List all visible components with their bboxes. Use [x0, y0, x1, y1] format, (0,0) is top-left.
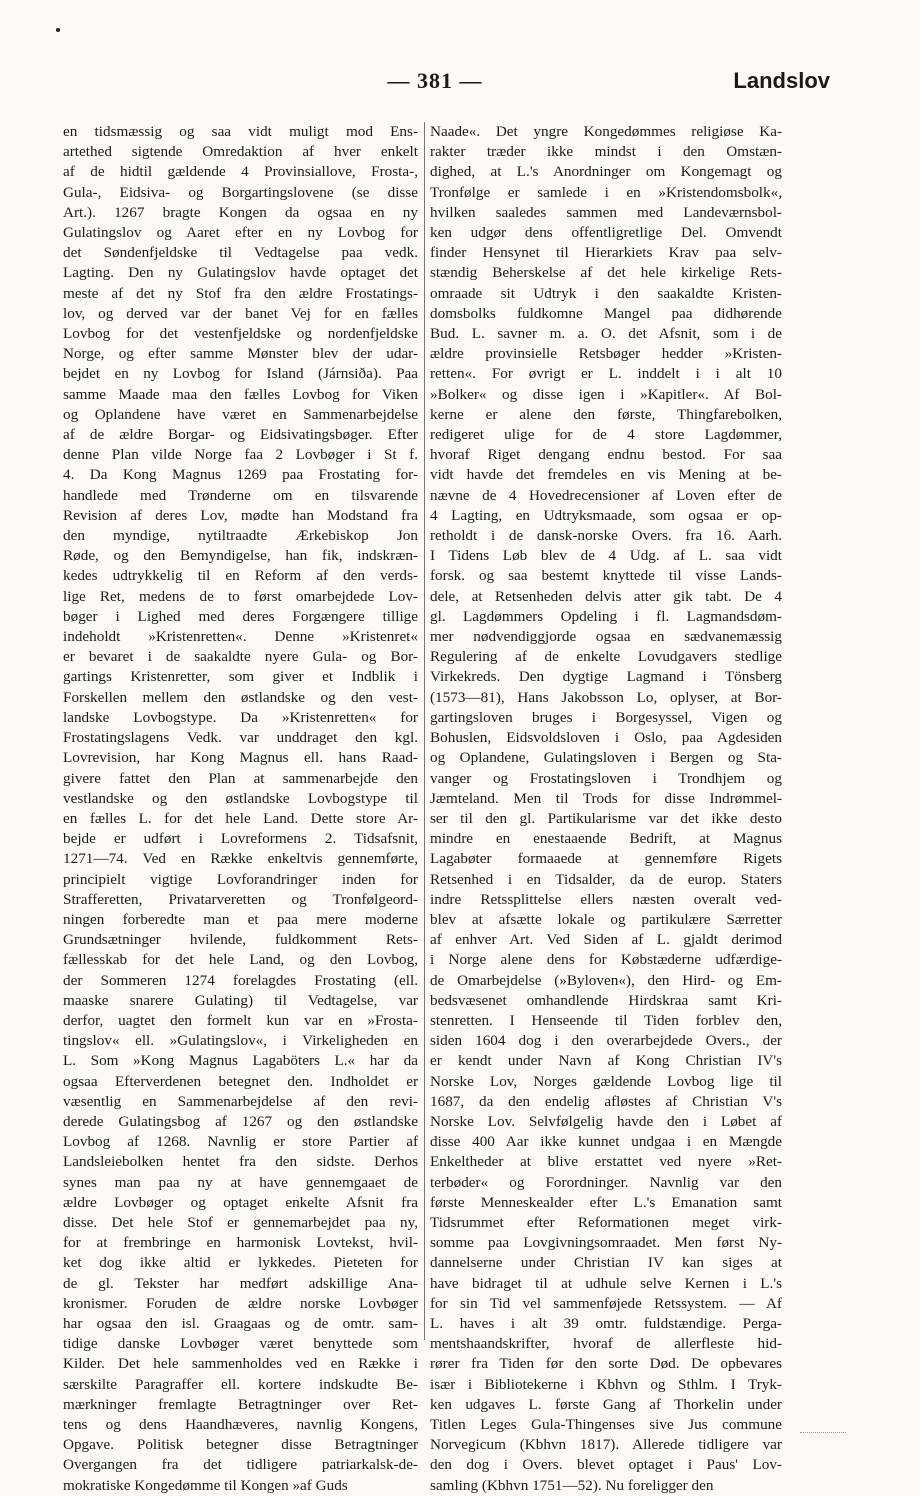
- text-line: landske Lovbogstype. Da »Kristenretten« for: [63, 708, 418, 726]
- text-line: Jæmteland. Men til Trods for disse Indrømmel-: [430, 789, 782, 807]
- text-line: af de hidtil gældende 4 Provinsiallove, Frosta-,: [63, 163, 418, 181]
- text-line: dele, at Retsenheden delvis atter gik tabt. De 4: [430, 587, 782, 605]
- text-line: Opgave. Politisk betegner disse Betragtninger: [63, 1436, 418, 1454]
- text-line: synes man paa ny at have gennemgaaet de: [63, 1173, 418, 1191]
- text-line: ældre Lovbøger og optaget enkelte Afsnit fra: [63, 1193, 418, 1211]
- text-line: i Norge alene dens for Købstæderne udfærdige-: [430, 951, 782, 969]
- text-line: samling (Kbhvn 1751—52). Nu foreligger den: [430, 1476, 714, 1494]
- text-line: bejdet en ny Lovbog for Island (Járnsiða). Paa: [63, 365, 418, 383]
- text-line: Grundsætninger hvilende, fuldkomment Rets-: [63, 931, 418, 949]
- text-line: Bud. L. savner m. a. O. det Afsnit, som i de: [430, 325, 782, 343]
- text-line: 4 Lagting, en Udtryksmaade, som ogsaa er op-: [430, 506, 782, 524]
- text-line: tingslov« ell. »Gulatingslov«, i Virkeligheden en: [63, 1032, 418, 1050]
- text-line: bejde er udført i Lovreformens 2. Tidsafsnit,: [63, 830, 418, 848]
- text-line: Røde, og den Bemyndigelse, han fik, indskræn-: [63, 547, 418, 565]
- text-line: omraade sit Udtryk i den saakaldte Kristen-: [430, 284, 782, 302]
- text-line: Norske Lov. Selvfølgelig havde den i Løbet af: [430, 1112, 782, 1130]
- text-line: gartings Kristenretter, som giver et Indblik i: [63, 668, 418, 686]
- text-line: af de ældre Borgar- og Eidsivatingsbøger. Efter: [63, 426, 418, 444]
- text-line: have bidraget til at udhule selve Kernen i L.'s: [430, 1274, 782, 1292]
- text-line: vestlandske og den østlandske Lovbogstype til: [63, 789, 418, 807]
- text-line: ken udgør dens offentligretlige Del. Omvendt: [430, 224, 782, 242]
- text-line: gl. Lagdømmers Opdeling i fl. Lagmandsdøm-: [430, 607, 782, 625]
- text-line: retten«. For øvrigt er L. inddelt i i alt 10: [430, 365, 782, 383]
- text-line: lov, og derved var der banet Vej for en fælles: [63, 304, 418, 322]
- text-line: Art.). 1267 bragte Kongen da ogsaa en ny: [63, 203, 418, 221]
- text-line: samme Maade maa den fælles Lovbog for Viken: [63, 385, 418, 403]
- text-line: somme paa Lovgivningsomraadet. Men først Ny-: [430, 1234, 782, 1252]
- text-line: det Søndenfjeldske til Vedtagelse paa vedk.: [63, 244, 418, 262]
- text-line: redigeret ulige for de 4 store Lagdømmer,: [430, 426, 782, 444]
- text-line: Retsenhed i en Tidsalder, da de europ. Staters: [430, 870, 782, 888]
- text-line: rakter træder ikke mindst i den Omstæn-: [430, 143, 782, 161]
- text-line: lige Ret, medens de to først omarbejdede Lov-: [63, 587, 418, 605]
- column-divider: [424, 122, 425, 1340]
- text-line: Tidsrummet efter Reformationen meget virk-: [430, 1213, 782, 1231]
- text-line: domsbolks fuldkomne Mangel paa didhørende: [430, 304, 782, 322]
- text-line: dannelserne under Christian IV kan siges at: [430, 1254, 782, 1272]
- text-line: L. haves i alt 39 omtr. fuldstændige. Perga-: [430, 1314, 782, 1332]
- text-line: Virkekreds. Den dygtige Lagmand i Tönsberg: [430, 668, 782, 686]
- text-line: retholdt i de dansk-norske Overs. fra 16. Aarh.: [430, 527, 782, 545]
- text-line: terbøder« og Forordninger. Navnlig var den: [430, 1173, 782, 1191]
- text-line: handlede med Trønderne om en tilsvarende: [63, 486, 418, 504]
- text-line: særskilte Paragraffer ell. kortere indskudte Be-: [63, 1375, 418, 1393]
- text-line: Regulering af de enkelte Lovudgavers stedlige: [430, 648, 782, 666]
- text-line: derede Gulatingsbog af 1267 og den østlandske: [63, 1112, 418, 1130]
- text-line: Enkeltheder at blive erstattet ved nyere »Ret-: [430, 1153, 782, 1171]
- text-line: Titlen Leges Gula-Thingenses sive Jus commune: [430, 1416, 782, 1433]
- text-line: kedes udtrykkelig til en Reform af den verds-: [63, 567, 418, 585]
- text-line: ser til den gl. Partikularisme var det ikke desto: [430, 809, 782, 827]
- text-line: Lagabøter formaaede at gennemføre Rigets: [430, 850, 782, 868]
- text-line: givere fattet den Plan at sammenarbejde den: [63, 769, 418, 787]
- text-line: er bevaret i de saakaldte nyere Gula- og Bor-: [63, 648, 418, 666]
- text-line: vidt havde det fremdeles en vis Mening at be-: [430, 466, 782, 484]
- text-line: finder Hensynet til Hierarkiets Krav paa selv-: [430, 244, 782, 262]
- text-line: Norske Lov, Norges gældende Lovbog lige til: [430, 1072, 782, 1090]
- text-line: bedsvæsenet omhandlende Hirdskraa samt Kri-: [430, 991, 782, 1009]
- text-line: derfor, uagtet den formelt kun var en »Frosta-: [63, 1011, 418, 1029]
- text-line: tens og dens Haandhæveres, navnlig Kongens,: [63, 1416, 418, 1433]
- right-column: [430, 122, 782, 1496]
- text-line: nævne de 4 Hovedrecensioner af Loven efter de: [430, 486, 782, 504]
- text-line: mærkninger fremlagte Betragtninger over Ret-: [63, 1395, 418, 1413]
- text-line: mer nødvendiggjorde ogsaa en sædvanemæssig: [430, 628, 782, 646]
- text-line: Naade«. Det yngre Kongedømmes religiøse Ka-: [430, 123, 782, 140]
- text-line: ket dog ikke altid er lykkedes. Pieteten for: [63, 1254, 418, 1272]
- left-column: [63, 122, 418, 1496]
- page-number: — 381 —: [387, 68, 483, 93]
- text-line: artethed sigtende Omredaktion af hver enkelt: [63, 143, 418, 161]
- text-line: og Oplandene have været en Sammenarbejdelse: [63, 405, 418, 423]
- text-line: forsk. og saa bestemt knyttede til visse Lands-: [430, 567, 782, 585]
- text-line: Lovrevision, har Kong Magnus ell. hans Raad-: [63, 749, 418, 767]
- text-line: Lovbog af 1268. Navnlig er store Partier af: [63, 1133, 418, 1151]
- text-line: indre Retssplittelse ellers næsten overalt ved-: [430, 890, 782, 908]
- text-line: ningen forberedte man et paa mere moderne: [63, 910, 418, 928]
- text-line: 1687, da den endelig afløstes af Christian V's: [430, 1092, 782, 1110]
- text-line: Strafferetten, Privatarveretten og Tronfølgeord-: [63, 890, 418, 908]
- text-line: for sin Tid vel sammenføjede Retssystem. — Af: [430, 1294, 782, 1312]
- text-line: blev at afsætte lokale og partikulære Særretter: [430, 910, 782, 928]
- page-speck: [56, 28, 60, 32]
- text-line: 4. Da Kong Magnus 1269 paa Frostating for-: [63, 466, 418, 484]
- text-line: hvilken saaledes sammen med Landeværnsbol-: [430, 203, 782, 221]
- text-line: mokratiske Kongedømme til Kongen »af Guds: [63, 1476, 348, 1494]
- text-line: gartingsloven bruges i Borgesyssel, Vigen og: [430, 708, 782, 726]
- text-line: er kendt under Navn af Kong Christian IV's: [430, 1052, 782, 1070]
- text-line: kronismer. Foruden de ældre norske Lovbøger: [63, 1294, 418, 1312]
- text-line: Norge, og efter samme Mønster blev der udar-: [63, 345, 418, 363]
- text-line: kerne er alene den første, Thingfarebolken,: [430, 405, 782, 423]
- text-line: indeholdt »Kristenretten«. Denne »Kristenret«: [63, 628, 418, 646]
- text-line: har ogsaa den isl. Graagaas og de omtr. sam-: [63, 1314, 418, 1332]
- text-line: Tronfølge er samlede i en »Kristendomsbolk«,: [430, 183, 782, 201]
- text-line: rører fra Tiden før den sorte Død. De opbevares: [430, 1355, 782, 1373]
- text-line: ogsaa Efterverdenen betegnet den. Indholdet er: [63, 1072, 418, 1090]
- text-line: 1271—74. Ved en Række enkeltvis gennemførte,: [63, 850, 418, 868]
- text-line: stenretten. I Henseende til Tiden forblev den,: [430, 1011, 782, 1029]
- page-header: [0, 68, 920, 98]
- text-line: Frostatingslagens Vedk. var unddraget den kgl.: [63, 729, 418, 747]
- text-line: den myndige, nytiltraadte Ærkebiskop Jon: [63, 527, 418, 545]
- text-line: og Oplandene, Gulatingsloven i Bergen og Sta-: [430, 749, 782, 767]
- text-line: disse. Det hele Stof er gennemarbejdet paa ny,: [63, 1213, 418, 1231]
- text-line: Norvegicum (Kbhvn 1817). Allerede tidligere var: [430, 1436, 782, 1454]
- text-line: disse 400 Aar ikke kunnet undgaa i en Mængde: [430, 1133, 782, 1151]
- text-line: tidige danske Lovbøger været benyttede som: [63, 1335, 418, 1353]
- text-line: Revision af deres Lov, mødte han Modstand fra: [63, 506, 418, 524]
- text-line: denne Plan vilde Norge faa 2 Lovbøger i St f.: [63, 446, 418, 464]
- text-line: Lovbog for det vestenfjeldske og nordenfjeldske: [63, 325, 418, 343]
- text-line: I Tidens Løb blev de 4 Udg. af L. saa vidt: [430, 547, 782, 565]
- text-line: mindre en enestaaende Bedrift, at Magnus: [430, 830, 782, 848]
- text-line: Landsleiebolken hentet fra den sidste. Derhos: [63, 1153, 418, 1171]
- text-line: ældre provinsielle Retsbøger hedder »Kristen-: [430, 345, 782, 363]
- text-line: L. Som »Kong Magnus Lagaböters L.« har da: [63, 1052, 418, 1070]
- text-line: meste af det ny Stof fra den ældre Frostatings-: [63, 284, 418, 302]
- text-line: en fælles L. for det hele Land. Dette store Ar-: [63, 809, 418, 827]
- text-line: for at frembringe en harmonisk Lovtekst, hvil-: [63, 1234, 418, 1252]
- text-line: en tidsmæssig og saa vidt muligt mod Ens-: [63, 123, 418, 140]
- text-line: Bohuslen, Eidsvoldsloven i Oslo, paa Agdesiden: [430, 729, 782, 747]
- text-line: af enhver Art. Ved Siden af L. gjaldt derimod: [430, 931, 782, 949]
- text-line: Gula-, Eidsiva- og Borgartingslovene (se disse: [63, 183, 418, 201]
- margin-mark: [800, 1432, 846, 1435]
- running-head: Landslov: [733, 68, 830, 93]
- text-line: (1573—81), Hans Jakobsson Lo, oplyser, at Bor-: [430, 688, 782, 706]
- text-line: vanger og Frostatingsloven i Trondhjem og: [430, 769, 782, 787]
- text-line: bøger i Lighed med deres Forgængere tillige: [63, 607, 418, 625]
- text-line: væsentlig en Sammenarbejdelse af den revi-: [63, 1092, 418, 1110]
- text-line: Overgangen fra det tidligere patriarkalsk-de-: [63, 1456, 418, 1474]
- text-line: principielt vigtige Lovforandringer inden for: [63, 870, 418, 888]
- text-line: »Bolker« og disse igen i »Kapitler«. Af Bol-: [430, 385, 782, 403]
- text-line: der Sommeren 1274 forelagdes Frostating (ell.: [63, 971, 418, 989]
- text-line: siden 1604 dog i den overarbejdede Overs., der: [430, 1032, 782, 1050]
- text-line: Gulatingslov og Aaret efter en ny Lovbog for: [63, 224, 418, 242]
- text-line: især i Bibliotekerne i Kbhvn og Sthlm. I Tryk-: [430, 1375, 782, 1393]
- text-line: første Menneskealder efter L.'s Emanation samt: [430, 1193, 782, 1211]
- text-line: stændig Beherskelse af det hele kirkelige Rets-: [430, 264, 782, 282]
- text-line: Lagting. Den ny Gulatingslov havde optaget det: [63, 264, 418, 282]
- text-line: maaske snarere Gulating) til Vedtagelse, var: [63, 991, 418, 1009]
- text-line: mentshaandskrifter, hvoraf de allerfleste hid-: [430, 1335, 782, 1353]
- text-line: dighed, at L.'s Anordninger om Kongemagt og: [430, 163, 782, 181]
- text-line: den dog i Overs. blevet optaget i Paus' Lov-: [430, 1456, 782, 1474]
- text-line: fællesskab for det hele Land, og den Lovbog,: [63, 951, 418, 969]
- text-line: hvoraf Riget dengang endnu bestod. For saa: [430, 446, 782, 464]
- text-line: de Omarbejdelse (»Byloven«), den Hird- og Em-: [430, 971, 782, 989]
- text-line: ken udgaves L. første Gang af Thorkelin under: [430, 1395, 782, 1413]
- text-line: Forskellen mellem den østlandske og den vest-: [63, 688, 418, 706]
- text-line: de gl. Tekster har medført adskillige Ana-: [63, 1274, 418, 1292]
- text-line: Kilder. Det hele sammenholdes ved en Række i: [63, 1355, 418, 1373]
